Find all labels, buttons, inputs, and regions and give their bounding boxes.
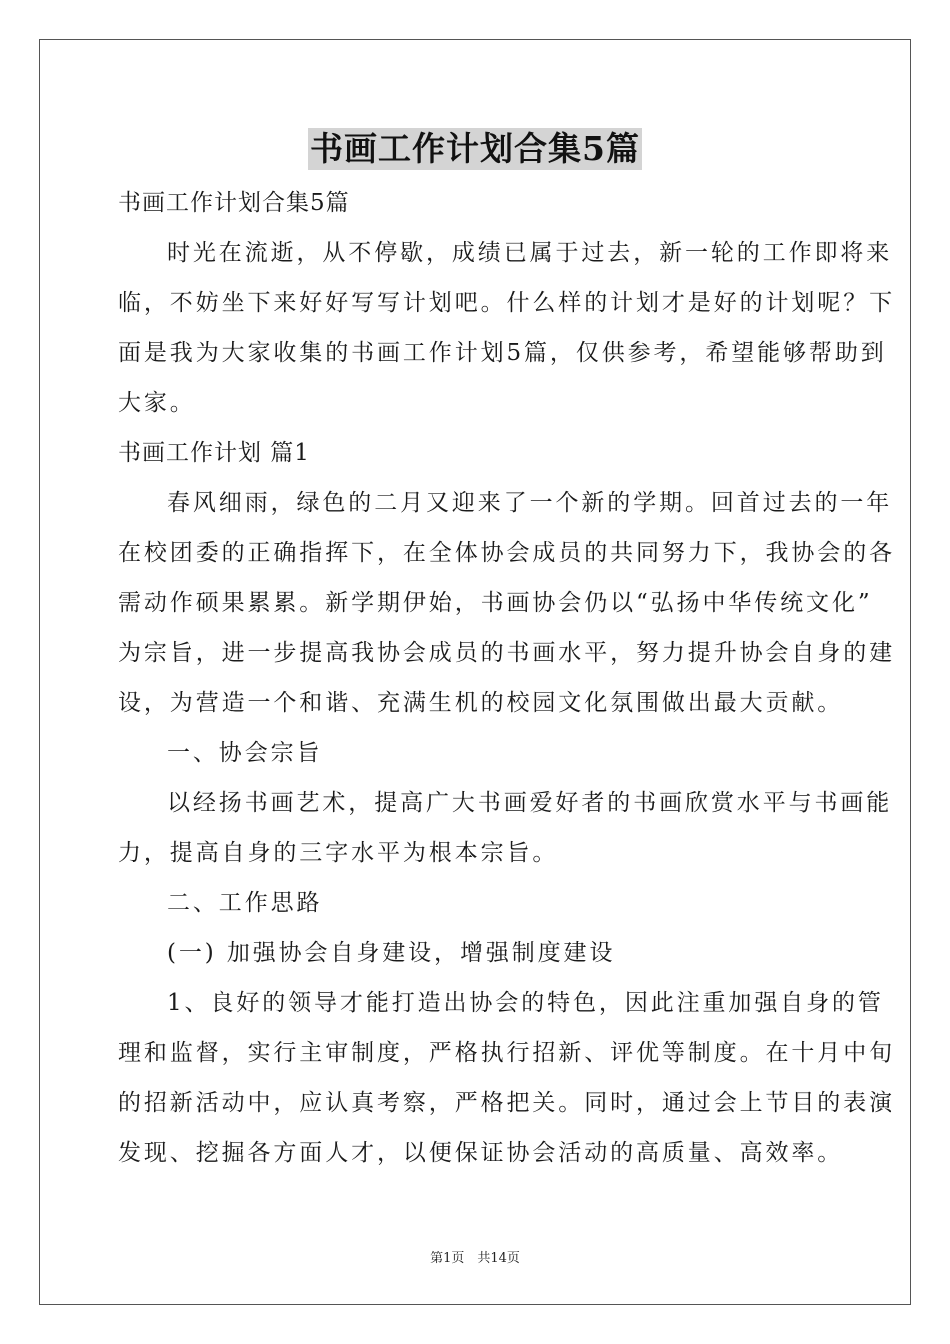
paragraph-line: 在校团委的正确指挥下，在全体协会成员的共同努力下，我协会的各 [118, 540, 895, 566]
paragraph-line: 面是我为大家收集的书画工作计划5篇，仅供参考，希望能够帮助到 [118, 340, 887, 366]
title-container [0, 128, 950, 170]
document-title: 书画工作计划合集5篇 [310, 129, 640, 168]
paragraph-line: 发现、挖掘各方面人才，以便保证协会活动的高质量、高效率。 [118, 1140, 844, 1166]
paragraph-line: 的招新活动中，应认真考察，严格把关。同时，通过会上节目的表演 [118, 1090, 895, 1116]
paragraph-line: 临，不妨坐下来好好写写计划吧。什么样的计划才是好的计划呢？下 [118, 290, 895, 316]
paragraph-line: 大家。 [118, 390, 196, 416]
paragraph-line: 以经扬书画艺术，提高广大书画爱好者的书画欣赏水平与书画能 [167, 790, 893, 816]
paragraph-line: 时光在流逝，从不停歇，成绩已属于过去，新一轮的工作即将来 [167, 240, 893, 266]
section-heading: 书画工作计划 篇1 [118, 440, 310, 466]
paragraph-line: 为宗旨，进一步提高我协会成员的书画水平，努力提升协会自身的建 [118, 640, 895, 666]
paragraph-line: 需动作硕果累累。新学期伊始，书画协会仍以“弘扬中华传统文化” [118, 590, 873, 616]
paragraph-line: 理和监督，实行主审制度，严格执行招新、评优等制度。在十月中旬 [118, 1040, 895, 1066]
paragraph-line: 力，提高自身的三字水平为根本宗旨。 [118, 840, 559, 866]
subsection-heading: (一) 加强协会自身建设，增强制度建设 [167, 940, 616, 966]
subtitle-line: 书画工作计划合集5篇 [118, 190, 350, 216]
subsection-heading: 二、工作思路 [167, 890, 323, 916]
document-body [118, 178, 895, 1178]
page-footer: 第1页 共14页 [430, 1251, 520, 1266]
paragraph-line: 设，为营造一个和谐、充满生机的校园文化氛围做出最大贡献。 [118, 690, 844, 716]
paragraph-line: 春风细雨，绿色的二月又迎来了一个新的学期。回首过去的一年 [167, 490, 893, 516]
subsection-heading: 一、协会宗旨 [167, 740, 323, 766]
paragraph-line: 1、良好的领导才能打造出协会的特色，因此注重加强自身的管 [167, 990, 884, 1016]
